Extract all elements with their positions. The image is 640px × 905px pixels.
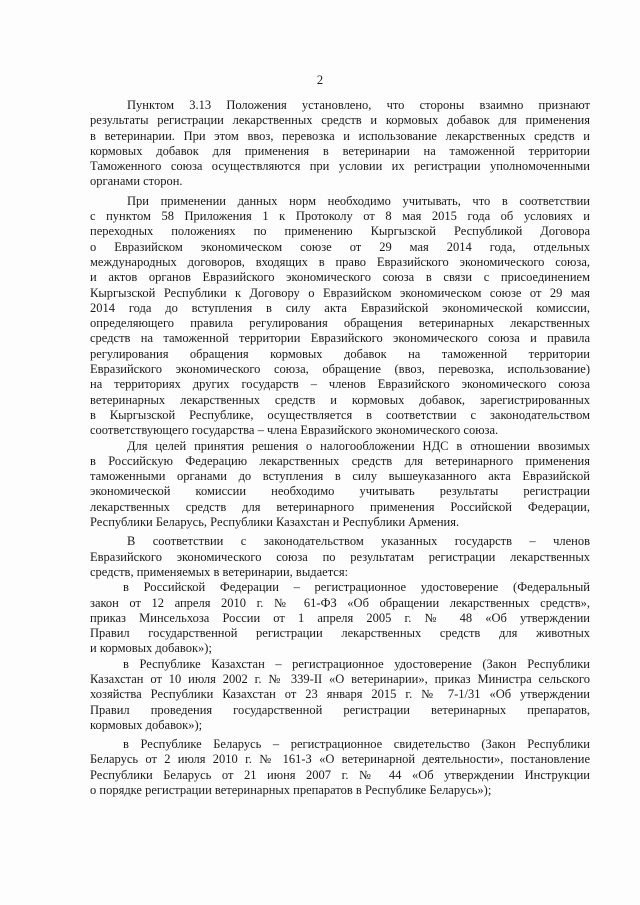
paragraph-line: международных договоров, входящих в право Евразийского экономического союза, — [90, 254, 590, 269]
list-item-line: Республики Беларусь от 21 июня 2007 г. № 44 «Об утверждении Инструкции — [90, 767, 590, 782]
paragraph-line: ветеринарных лекарственных средств и кормовых добавок, зарегистрированных — [90, 392, 590, 407]
list-item-line: приказ Минсельхоза России от 1 апреля 2005 г. № 48 «Об утверждении — [90, 610, 590, 625]
paragraph-line: лекарственных средств для ветеринарного применения Российской Федерации, — [90, 499, 590, 514]
paragraph-line: средств на таможенной территории Евразийского экономического союза и правила — [90, 331, 590, 346]
paragraph-line: переходных положениях по применению Кыргызской Республикой Договора — [90, 224, 590, 239]
paragraph-line: на территориях других государств – членов Евразийского экономического союза — [90, 377, 590, 392]
paragraph-line: определяющего правила регулирования обращения ветеринарных лекарственных — [90, 316, 590, 331]
list-item-line: Правил государственной регистрации лекарственных средств для животных — [90, 626, 590, 641]
list-item-line: закон от 12 апреля 2010 г. № 61-ФЗ «Об обращении лекарственных средств», — [90, 595, 590, 610]
paragraph-line: о Евразийском экономическом союзе от 29 мая 2014 года, отдельных — [90, 239, 590, 254]
list-item-line: хозяйства Республики Казахстан от 23 января 2015 г. № 7-1/31 «Об утверждении — [90, 687, 590, 702]
list-item-line: Беларусь от 2 июля 2010 г. № 161-З «О ветеринарной деятельности», постановление — [90, 752, 590, 767]
paragraph-line: соответствующего государства – члена Евразийского экономического союза. — [90, 423, 499, 438]
paragraph-line: регулирования обращения кормовых добавок на таможенной территории — [90, 346, 590, 361]
paragraph-line: При применении данных норм необходимо учитывать, что в соответствии — [127, 193, 590, 208]
paragraph-line: в ветеринарии. При этом ввоз, перевозка и использование лекарственных средств и — [90, 128, 590, 143]
paragraph-line: с пунктом 58 Приложения 1 к Протоколу от 8 мая 2015 года об условиях и — [90, 209, 590, 224]
list-item-line: Правил проведения государственной регистрации ветеринарных препаратов, — [90, 702, 590, 717]
paragraph-line: средств, применяемых в ветеринарии, выдается: — [90, 564, 349, 579]
page-number: 2 — [316, 73, 324, 87]
paragraph-line: Пунктом 3.13 Положения установлено, что стороны взаимно признают — [127, 98, 590, 112]
paragraph-line: экономической комиссии необходимо учитывать результаты регистрации — [90, 484, 590, 499]
paragraph-line: Кыргызской Республики к Договору о Евразийском экономическом союзе от 29 мая — [90, 285, 590, 300]
list-item-line: в Российской Федерации – регистрационное удостоверение (Федеральный — [123, 580, 590, 595]
document-body — [90, 98, 590, 798]
paragraph-line: результаты регистрации лекарственных средств и кормовых добавок для применения — [90, 113, 590, 128]
list-item-line: Казахстан от 10 июля 2002 г. № 339-II «О ветеринарии», приказ Министра сельского — [90, 671, 590, 686]
paragraph-line: Для целей принятия решения о налогообложении НДС в отношении ввозимых — [127, 438, 590, 453]
list-item-line: в Республике Беларусь – регистрационное свидетельство (Закон Республики — [123, 737, 590, 752]
paragraph-line: Республики Беларусь, Республики Казахстан и Республики Армения. — [90, 515, 460, 530]
list-item-line: кормовых добавок»); — [90, 717, 203, 732]
list-item-line: и кормовых добавок»); — [90, 641, 212, 656]
paragraph-line: В соответствии с законодательством указанных государств – членов — [127, 534, 590, 549]
paragraph-line: Евразийского экономического союза, обращение (ввоз, перевозка, использование) — [90, 362, 590, 377]
paragraph-line: Евразийского экономического союза по результатам регистрации лекарственных — [90, 549, 590, 564]
paragraph-line: и актов органов Евразийского экономического союза в связи с присоединением — [90, 270, 590, 285]
list-item-line: о порядке регистрации ветеринарных препаратов в Республике Беларусь»); — [90, 783, 492, 798]
paragraph-line: в Кыргызской Республике, осуществляется в соответствии с законодательством — [90, 407, 590, 422]
list-item-line: в Республике Казахстан – регистрационное удостоверение (Закон Республики — [123, 656, 590, 671]
paragraph-line: таможенными органами до вступления в силу вышеуказанного акта Евразийской — [90, 469, 590, 484]
paragraph-line: органами сторон. — [90, 174, 183, 189]
paragraph-line: Таможенного союза осуществляются при условии их регистрации уполномоченными — [90, 159, 590, 174]
paragraph-line: 2014 года до вступления в силу акта Евразийской экономической комиссии, — [90, 300, 590, 315]
paragraph-line: кормовых добавок для применения в ветеринарии на таможенной территории — [90, 143, 590, 158]
paragraph-line: в Российскую Федерацию лекарственных средств для ветеринарного применения — [90, 453, 590, 468]
